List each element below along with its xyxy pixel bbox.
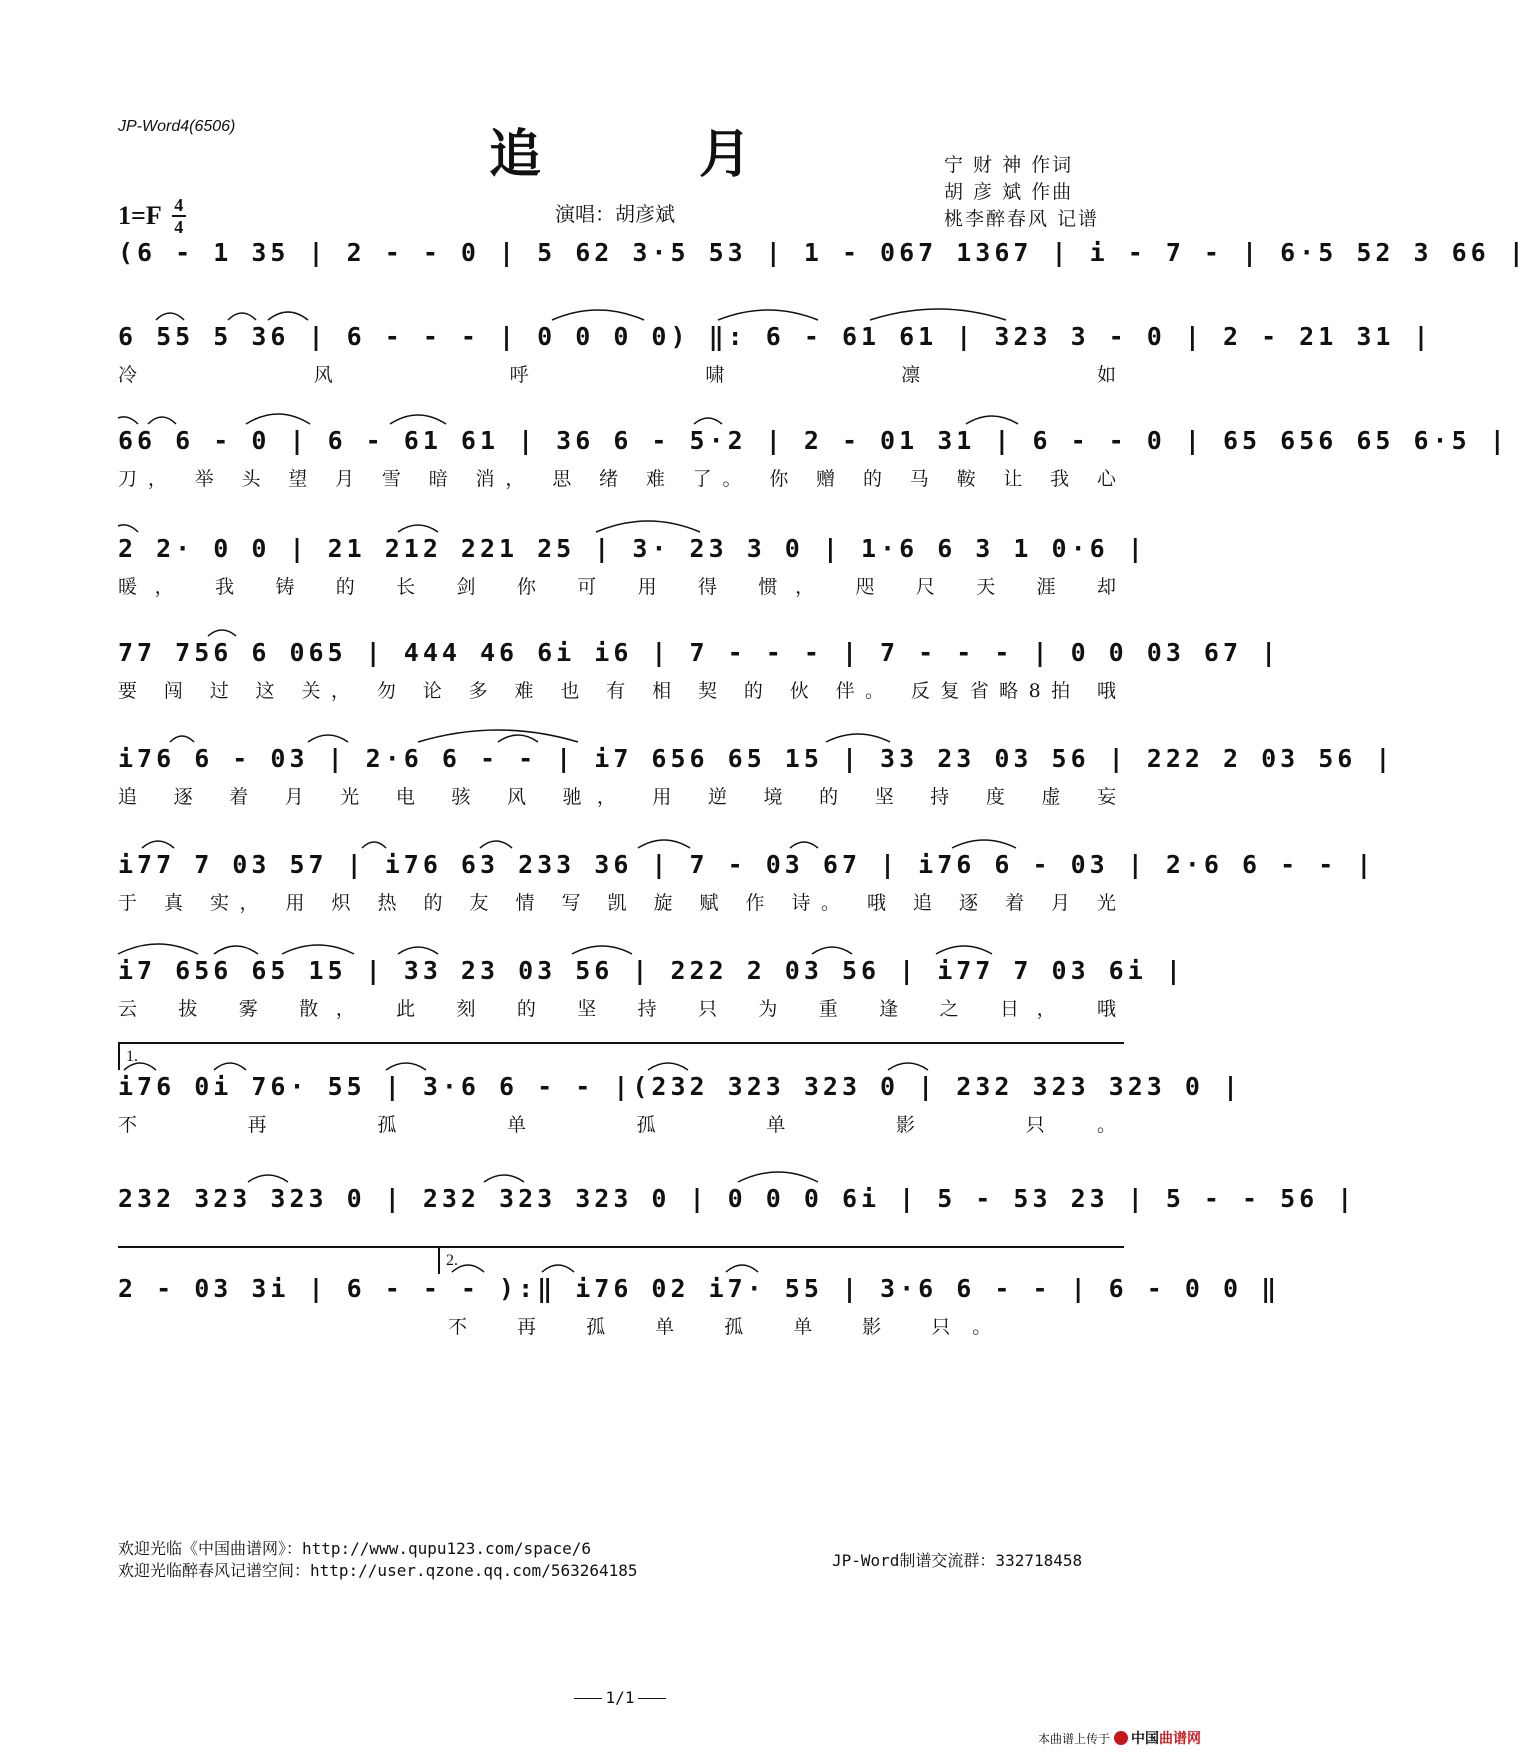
- notation-line: 6 55 5 36 | 6 - - - | 0 0 0 0) ‖: 6 - 61 61 | 323 3 - 0 | 2 - 21 31 |: [118, 322, 1433, 351]
- slur-marks: [118, 512, 1122, 536]
- first-ending-label: 1.: [126, 1048, 138, 1065]
- notation-line: i76 6 - 03 | 2·6 6 - - | i7 656 65 15 | 33 23 03 56 | 222 2 03 56 |: [118, 744, 1395, 773]
- key-signature: [118, 196, 186, 236]
- meter-bottom: 4: [174, 217, 184, 237]
- slur-marks: [118, 404, 1122, 428]
- transcriber-credit: 桃李醉春风 记谱: [944, 208, 1100, 230]
- slur-marks: [118, 722, 1122, 746]
- notation-line: i7 656 65 15 | 33 23 03 56 | 222 2 03 56 | i77 7 03 6i |: [118, 956, 1185, 985]
- slur-marks: [118, 1252, 1122, 1276]
- slur-marks: [118, 300, 1122, 324]
- slur-marks: [118, 1050, 1122, 1074]
- slur-marks: [118, 828, 1122, 852]
- lyric-line: 追 逐 着 月 光 电 骇 风 驰， 用 逆 境 的 坚 持 度 虚 妄: [118, 786, 1122, 808]
- notation-line: 232 323 323 0 | 232 323 323 0 | 0 0 0 6i | 5 - 53 23 | 5 - - 56 |: [118, 1184, 1357, 1213]
- notation-line: 77 756 6 065 | 444 46 6i i6 | 7 - - - | 7 - - - | 0 0 03 67 |: [118, 638, 1281, 667]
- site-logo-text-a: 中国: [1131, 1731, 1160, 1747]
- notation-line: 66 6 - 0 | 6 - 61 61 | 36 6 - 5·2 | 2 - 01 31 | 6 - - 0 | 65 656 65 6·5 |: [118, 426, 1509, 455]
- footer-links: [118, 1538, 638, 1582]
- site-logo-text-b: 曲谱网: [1159, 1731, 1202, 1747]
- lyric-line: 冷 风 呼 啸 凛 如: [118, 364, 1122, 386]
- lyricist-credit: 宁 财 神 作词: [944, 154, 1074, 176]
- notation-line: 2 - 03 3i | 6 - - - ):‖ i76 02 i7· 55 | 3·6 6 - - | 6 - 0 0 ‖: [118, 1274, 1281, 1303]
- meter-top: 4: [174, 195, 184, 215]
- second-ending-label: 2.: [446, 1252, 458, 1269]
- lyric-line: 刀， 举 头 望 月 雪 暗 消， 思 绪 难 了。 你 赠 的 马 鞍 让 我 心: [118, 468, 1122, 490]
- lyric-line: 于 真 实， 用 炽 热 的 友 情 写 凯 旋 赋 作 诗。 哦 追 逐 着 月 光: [118, 892, 1122, 914]
- composer-credit: 胡 彦 斌 作曲: [944, 181, 1074, 203]
- footer-site-link[interactable]: 欢迎光临《中国曲谱网》：http://www.qupu123.com/space/6: [118, 1539, 591, 1558]
- upload-credit: [1038, 1728, 1201, 1748]
- time-signature: [172, 196, 186, 236]
- footer-space-link[interactable]: 欢迎光临醉春风记谱空间：http://user.qzone.qq.com/563264185: [118, 1561, 638, 1580]
- notation-line: 2 2· 0 0 | 21 212 221 25 | 3· 23 3 0 | 1·6 6 3 1 0·6 |: [118, 534, 1147, 563]
- lyric-line: 要 闯 过 这 关， 勿 论 多 难 也 有 相 契 的 伙 伴。 反复省略8拍 哦: [118, 680, 1122, 702]
- credits-block: [944, 152, 1099, 233]
- site-logo-icon: [1114, 1731, 1128, 1745]
- notation-line: i77 7 03 57 | i76 63 233 36 | 7 - 03 67 | i76 6 - 03 | 2·6 6 - - |: [118, 850, 1376, 879]
- upload-text: 本曲谱上传于: [1038, 1731, 1111, 1746]
- lyric-line: 暖， 我 铸 的 长 剑 你 可 用 得 惯， 咫 尺 天 涯 却: [118, 576, 1122, 598]
- notation-line: (6 - 1 35 | 2 - - 0 | 5 62 3·5 53 | 1 - 067 1367 | i - 7 - | 6·5 52 3 66 |: [118, 238, 1528, 267]
- slur-marks: [118, 616, 1122, 640]
- slur-marks: [118, 934, 1122, 958]
- singer-credit: 演唱：胡彦斌: [555, 202, 675, 226]
- footer-group-info: JP-Word制谱交流群：332718458: [832, 1551, 1083, 1570]
- page-number: [0, 1688, 1240, 1707]
- lyric-line: 不 再 孤 单 孤 单 影 只。: [448, 1316, 1014, 1338]
- song-title: 追 月: [488, 124, 822, 185]
- notation-line: i76 0i 76· 55 | 3·6 6 - - |(232 323 323 0 | 232 323 323 0 |: [118, 1072, 1243, 1101]
- lyric-line: 云 拔 雾 散， 此 刻 的 坚 持 只 为 重 逢 之 日， 哦: [118, 998, 1122, 1020]
- slur-marks: [118, 1162, 1122, 1186]
- key-label: 1=F: [118, 201, 162, 230]
- site-logo[interactable]: [1114, 1728, 1201, 1748]
- software-version: JP-Word4(6506): [118, 118, 236, 135]
- page-number-text: 1/1: [605, 1688, 635, 1707]
- lyric-line: 不 再 孤 单 孤 单 影 只。: [118, 1114, 1122, 1136]
